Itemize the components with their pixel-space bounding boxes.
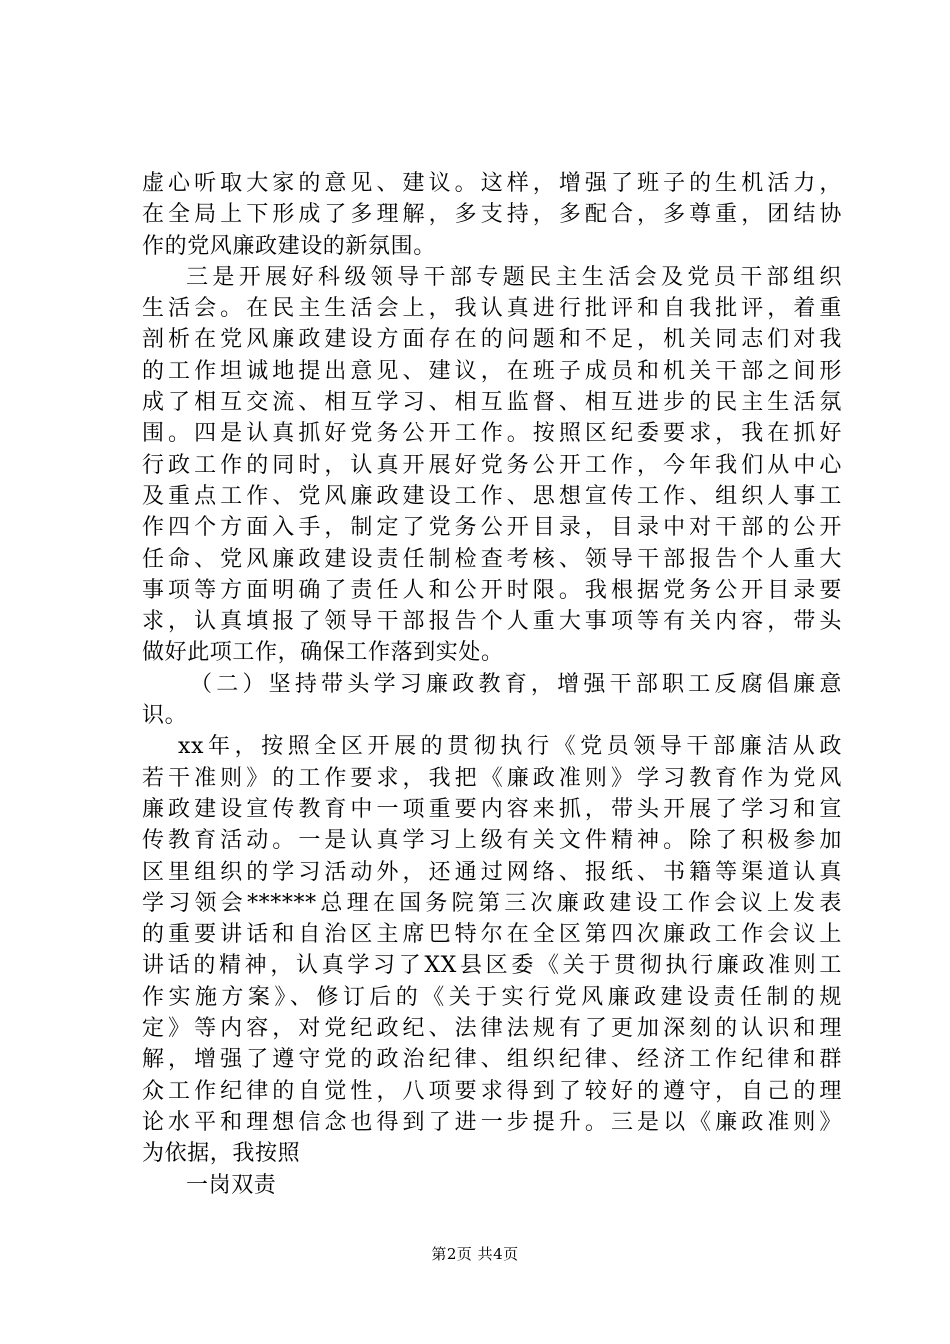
text-line: 作的党风廉政建设的新氛围。 — [142, 233, 436, 259]
text-line: 的重要讲话和自治区主席巴特尔在全区第四次廉政工作会议上 — [142, 922, 842, 948]
text-line: 事项等方面明确了责任人和公开时限。我根据党务公开目录要 — [142, 577, 842, 603]
text-line: 论水平和理想信念也得到了进一步提升。三是以《廉政准则》 — [142, 1109, 842, 1135]
section-heading-continued: 识。 — [142, 703, 188, 729]
text-line: 三是开展好科级领导干部专题民主生活会及党员干部组织 — [186, 264, 842, 290]
text-line: 为依据，我按照 — [142, 1141, 301, 1167]
text-line: 在全局上下形成了多理解，多支持，多配合，多尊重，团结协 — [142, 202, 842, 228]
text-line: 定》等内容，对党纪政纪、法律法规有了更加深刻的认识和理 — [142, 1016, 842, 1042]
text-line: 作四个方面入手，制定了党务公开目录，目录中对干部的公开 — [142, 515, 842, 541]
text-line: 若干准则》的工作要求，我把《廉政准则》学习教育作为党风 — [142, 765, 842, 791]
text-line: 剖析在党风廉政建设方面存在的问题和不足，机关同志们对我 — [142, 327, 842, 353]
text-line: 一岗双责 — [186, 1172, 277, 1198]
text-line: xx年，按照全区开展的贯彻执行《党员领导干部廉洁从政 — [178, 734, 842, 760]
text-line: 廉政建设宣传教育中一项重要内容来抓，带头开展了学习和宣 — [142, 796, 842, 822]
text-line: 讲话的精神，认真学习了XX县区委《关于贯彻执行廉政准则工 — [142, 953, 842, 979]
text-line: 虚心听取大家的意见、建议。这样，增强了班子的生机活力， — [142, 171, 842, 196]
text-line: 区里组织的学习活动外，还通过网络、报纸、书籍等渠道认真 — [142, 859, 842, 885]
text-line: 做好此项工作，确保工作落到实处。 — [142, 640, 504, 666]
text-line: 求，认真填报了领导干部报告个人重大事项等有关内容，带头 — [142, 609, 842, 635]
text-line: 成了相互交流、相互学习、相互监督、相互进步的民主生活氛 — [142, 390, 842, 416]
text-line: 任命、党风廉政建设责任制检查考核、领导干部报告个人重大 — [142, 546, 842, 572]
text-line: 生活会。在民主生活会上，我认真进行批评和自我批评，着重 — [142, 296, 842, 322]
text-line: 众工作纪律的自觉性，八项要求得到了较好的遵守，自己的理 — [142, 1078, 842, 1104]
document-body — [142, 168, 842, 1201]
text-line: 的工作坦诚地提出意见、建议，在班子成员和机关干部之间形 — [142, 358, 842, 384]
text-line: 行政工作的同时，认真开展好党务公开工作，今年我们从中心 — [142, 452, 842, 478]
text-line: 作实施方案》、修订后的《关于实行党风廉政建设责任制的规 — [142, 984, 842, 1010]
page-number-footer: 第2页 共4页 — [431, 1245, 519, 1263]
text-line: 围。四是认真抓好党务公开工作。按照区纪委要求，我在抓好 — [142, 421, 842, 447]
text-line: 学习领会******总理在国务院第三次廉政建设工作会议上发表 — [142, 890, 842, 916]
text-line: 解，增强了遵守党的政治纪律、组织纪律、经济工作纪律和群 — [142, 1047, 842, 1073]
text-line: 传教育活动。一是认真学习上级有关文件精神。除了积极参加 — [142, 828, 842, 854]
section-heading: （二）坚持带头学习廉政教育，增强干部职工反腐倡廉意 — [190, 671, 842, 697]
text-line: 及重点工作、党风廉政建设工作、思想宣传工作、组织人事工 — [142, 483, 842, 509]
